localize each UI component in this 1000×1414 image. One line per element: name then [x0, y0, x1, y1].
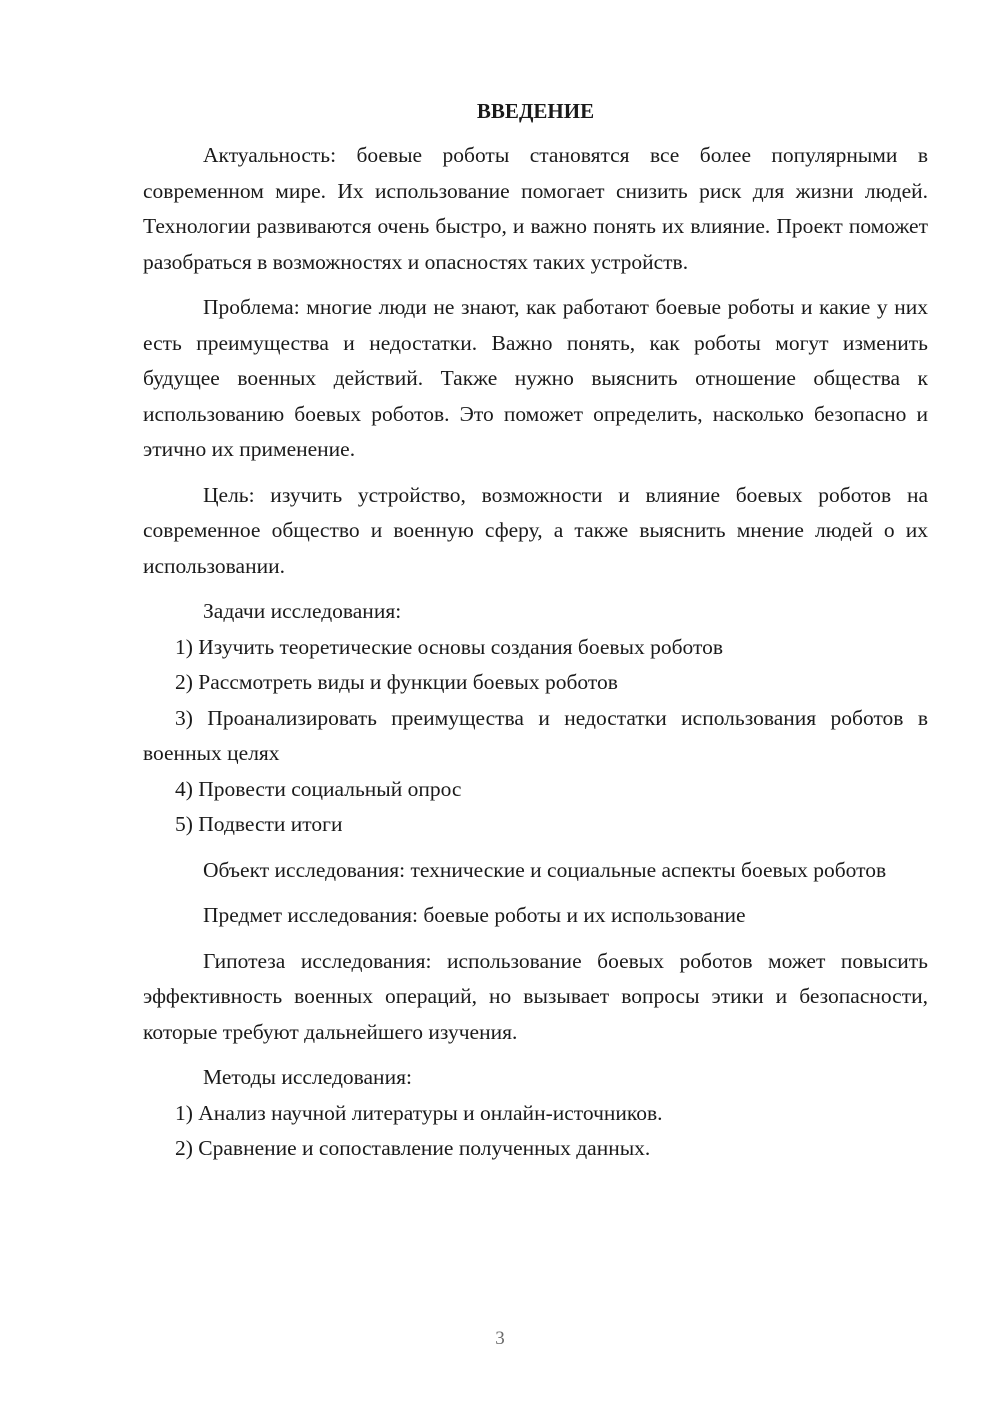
task-item-4: 4) Провести социальный опрос [175, 776, 462, 801]
task-item-1: 1) Изучить теоретические основы создания боевых роботов [175, 634, 724, 659]
method-item-1: 1) Анализ научной литературы и онлайн-источников. [175, 1100, 663, 1125]
relevance-paragraph: Актуальность: боевые роботы становятся все более популярными в современном мире. Их использование помогает снизить риск для жизни людей. Технологии развиваются очень быстро, и важно понять их влияние. Проект поможет разобраться в возможностях и опасностях таких устройств. [143, 143, 928, 274]
object-paragraph: Объект исследования: технические и социальные аспекты боевых роботов [203, 857, 887, 882]
tasks-heading: Задачи исследования: [203, 599, 402, 623]
goal-paragraph: Цель: изучить устройство, возможности и влияние боевых роботов на современное общество и военную сферу, а также выяснить мнение людей о их использовании. [143, 482, 928, 578]
task-item-5: 5) Подвести итоги [175, 812, 343, 836]
problem-paragraph: Проблема: многие люди не знают, как работают боевые роботы и какие у них есть преимущества и недостатки. Важно понять, как роботы могут изменить будущее военных действий. Также нужно выяснить отношение общества к использованию боевых роботов. Это поможет определить, насколько безопасно и этично их применение. [143, 295, 928, 461]
task-item-3: 3) Проанализировать преимущества и недостатки использования роботов в военных целях [143, 705, 928, 765]
page-number: 3 [495, 1328, 505, 1349]
document-page [143, 96, 928, 1167]
subject-paragraph: Предмет исследования: боевые роботы и их использование [203, 903, 746, 927]
hypothesis-paragraph: Гипотеза исследования: использование боевых роботов может повысить эффективность военных операций, но вызывает вопросы этики и безопасности, которые требуют дальнейшего изучения. [143, 948, 928, 1044]
page-title: ВВЕДЕНИЕ [476, 99, 595, 123]
methods-heading: Методы исследования: [203, 1065, 412, 1089]
method-item-2: 2) Сравнение и сопоставление полученных данных. [175, 1136, 651, 1160]
task-item-2: 2) Рассмотреть виды и функции боевых роботов [175, 670, 618, 694]
